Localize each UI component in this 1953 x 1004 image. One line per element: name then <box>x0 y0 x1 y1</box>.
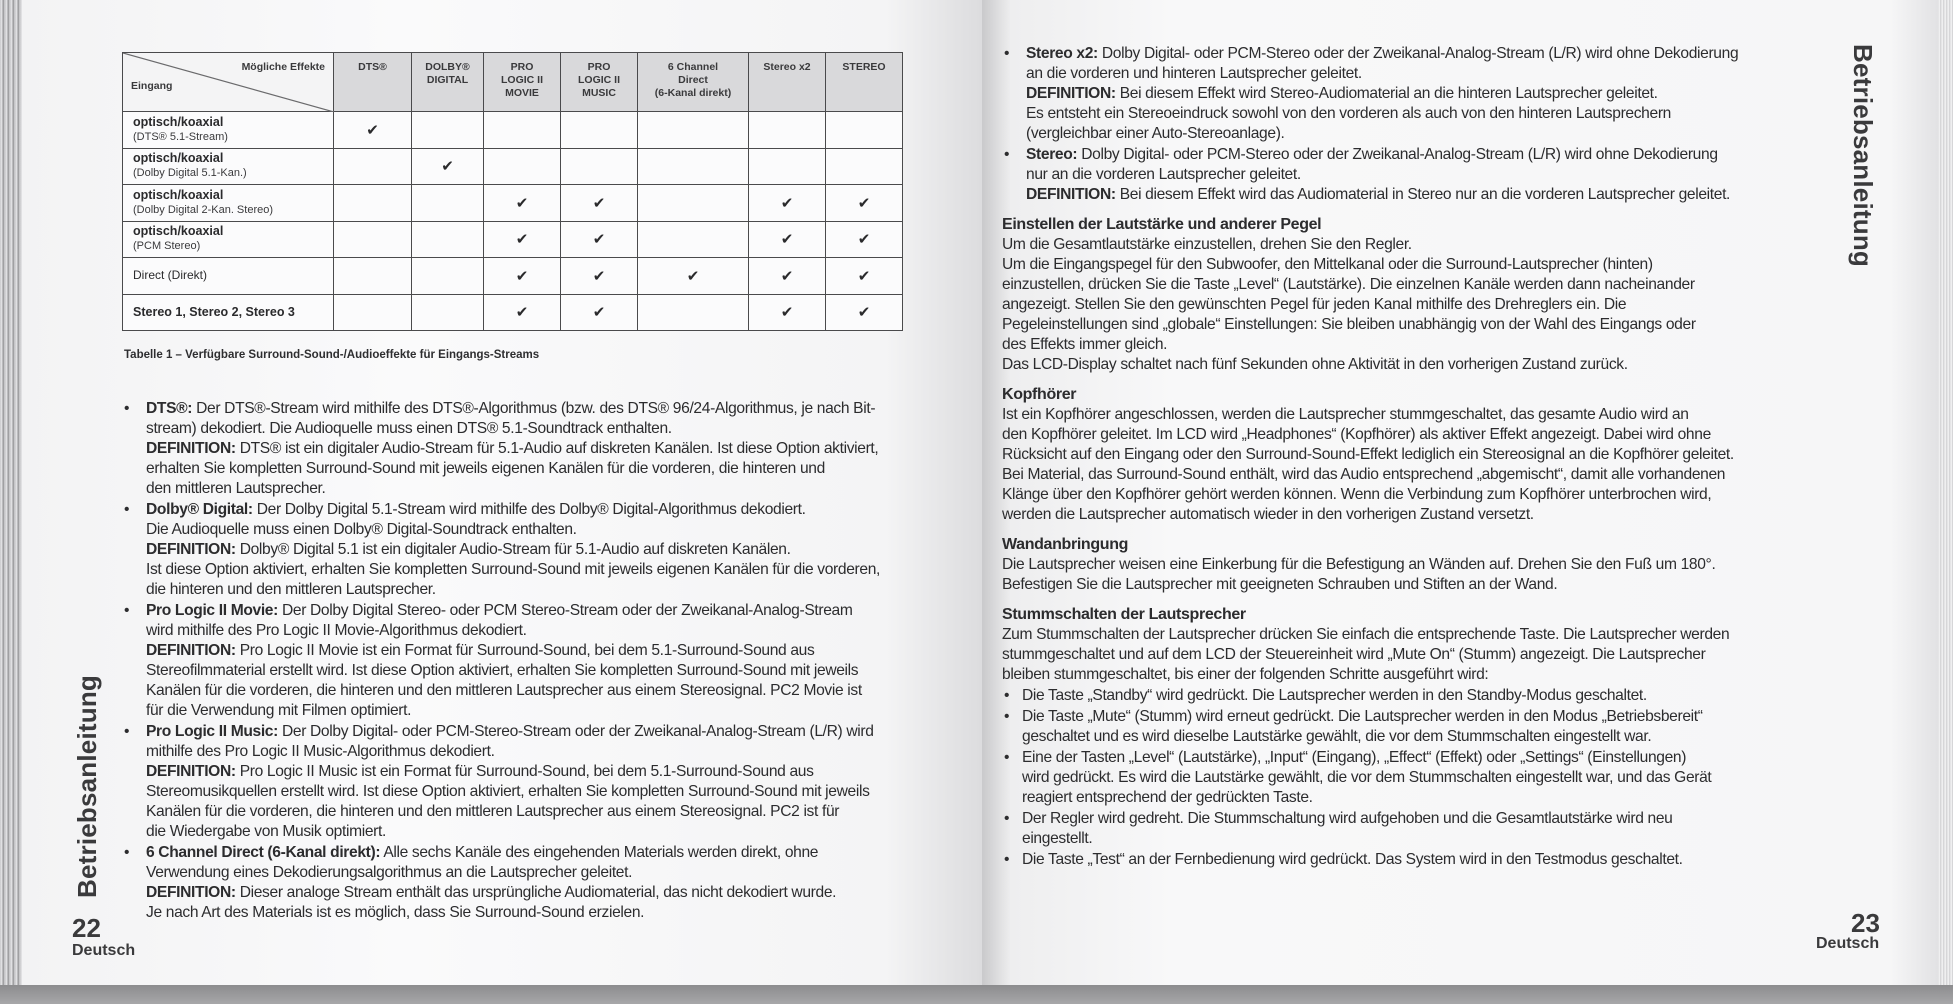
empty-cell <box>826 112 903 149</box>
empty-cell <box>334 221 412 258</box>
column-header-line: (6-Kanal direkt) <box>654 87 732 99</box>
check-icon: ✔ <box>826 185 903 222</box>
check-icon: ✔ <box>749 185 826 222</box>
effect-description <box>122 722 972 842</box>
text-line: Klänge über den Kopfhörer gehört werden können. Wenn die Verbindung zum Kopfhörer unterbrochen wird, <box>1002 486 1712 503</box>
empty-cell <box>638 221 749 258</box>
text-line: Es entsteht ein Stereoeindruck sowohl von den vorderen als auch von den hinteren Lautsprechern <box>1026 105 1671 122</box>
check-icon: ✔ <box>561 294 638 331</box>
check-icon: ✔ <box>484 294 561 331</box>
input-stream: (Dolby Digital 2-Kan. Stereo) <box>133 203 274 216</box>
text-line: des Effekts immer gleich. <box>1002 336 1168 353</box>
section-body <box>1002 625 1822 685</box>
empty-cell <box>749 112 826 149</box>
list-item <box>1002 850 1822 870</box>
text-line: • Pro Logic II Music: Der Dolby Digital- oder PCM-Stereo-Stream oder der Zweikanal-Analog-Stream (L/R) wird <box>146 723 874 740</box>
column-header <box>412 53 484 112</box>
section-heading: Wandanbringung <box>1002 536 1129 553</box>
table-row <box>123 294 903 331</box>
check-icon: ✔ <box>484 221 561 258</box>
text-line: den Kopfhörer geleitet. Im LCD wird „Headphones“ (Kopfhörer) als aktiver Effekt angezeigt. Dabei wird ohne <box>1002 426 1711 443</box>
empty-cell <box>412 112 484 149</box>
text-line: Kanälen für die vorderen, die hinteren und den mittleren Lautsprecher aus einem Stereosignal. PC2 ist für <box>146 803 840 820</box>
text-line: Je nach Art des Materials ist es möglich, dass Sie Surround-Sound erzielen. <box>146 904 645 921</box>
text-line: eingestellt. <box>1022 830 1093 847</box>
table-row <box>123 112 903 149</box>
empty-cell <box>334 258 412 295</box>
text-line: DEFINITION: Pro Logic II Movie ist ein Format für Surround-Sound, bei dem 5.1-Surround-Sound aus <box>146 642 815 659</box>
column-header-line: Stereo x2 <box>763 61 811 73</box>
table-caption: Tabelle 1 – Verfügbare Surround-Sound-/Audioeffekte für Eingangs-Streams <box>124 349 540 361</box>
effect-description <box>122 500 972 600</box>
column-header-line: STEREO <box>842 61 886 73</box>
input-cell <box>123 258 334 295</box>
input-stream: (DTS® 5.1-Stream) <box>133 130 228 143</box>
text-line: mithilfe des Pro Logic II Music-Algorithmus dekodiert. <box>146 743 495 760</box>
text-line: Pegeleinstellungen sind „globale“ Einstellungen: Sie bleiben unabhängig von der Wahl des Eingangs oder <box>1002 316 1696 333</box>
text-line: DEFINITION: Dieser analoge Stream enthält das ursprüngliche Audiomaterial, das nicht dekodiert wurde. <box>146 884 837 901</box>
column-header <box>749 53 826 112</box>
effect-description <box>122 843 972 923</box>
empty-cell <box>484 148 561 185</box>
section-volume <box>1002 215 1822 375</box>
section-body <box>1002 555 1822 595</box>
empty-cell <box>561 112 638 149</box>
input-stream: (Dolby Digital 5.1-Kan.) <box>133 167 247 180</box>
text-line: wird mithilfe des Pro Logic II Movie-Algorithmus dekodiert. <box>146 622 527 639</box>
section-body <box>1002 405 1822 525</box>
text-line: • Die Taste „Test“ an der Fernbedienung wird gedrückt. Das System wird in den Testmodus geschaltet. <box>1022 851 1683 868</box>
text-line: reagiert entsprechend der gedrückten Taste. <box>1022 789 1313 806</box>
input-name: optisch/koaxial <box>133 151 224 166</box>
text-line: Bei Material, das Surround-Sound enthält, wird das Audio entsprechend „abgemischt“, damit alle vorhandenen <box>1002 466 1726 483</box>
empty-cell <box>826 148 903 185</box>
section-heading: Einstellen der Lautstärke und anderer Pegel <box>1002 216 1322 233</box>
text-line: geschaltet und es wird dieselbe Lautstärke gewählt, die vor dem Stummschalten eingestellt war. <box>1022 728 1652 745</box>
text-line: DEFINITION: DTS® ist ein digitaler Audio-Stream für 5.1-Audio auf diskreten Kanälen. Ist diese Option aktiviert, <box>146 440 879 457</box>
text-line: Stereomusikquellen erstellt wird. Ist diese Option aktiviert, erhalten Sie kompletten Surround-Sound mit jeweils <box>146 783 870 800</box>
check-icon: ✔ <box>334 112 412 149</box>
text-line: Zum Stummschalten der Lautsprecher drücken Sie einfach die entsprechende Taste. Die Lautsprecher werden <box>1002 626 1730 643</box>
empty-cell <box>334 185 412 222</box>
input-name: optisch/koaxial <box>133 114 224 129</box>
mute-conditions-list <box>1002 686 1822 870</box>
column-header-line: DIGITAL <box>426 74 469 86</box>
column-header-line: PRO <box>587 61 611 73</box>
text-line: DEFINITION: Dolby® Digital 5.1 ist ein digitaler Audio-Stream für 5.1-Audio auf diskreten Kanälen. <box>146 541 791 558</box>
text-line: • Stereo x2: Dolby Digital- oder PCM-Stereo oder der Zweikanal-Analog-Stream (L/R) wird ohne Dekodierung <box>1026 45 1739 62</box>
empty-cell <box>412 294 484 331</box>
input-cell <box>123 221 334 258</box>
column-header-line: LOGIC II <box>501 74 543 86</box>
text-line: • Eine der Tasten „Level“ (Lautstärke), „Input“ (Eingang), „Effect“ (Effekt) oder „Settings“ (Einstellungen) <box>1022 749 1687 766</box>
check-icon: ✔ <box>826 221 903 258</box>
table-row <box>123 148 903 185</box>
side-title-left: Betriebsanleitung <box>72 675 102 898</box>
column-header-line: 6 Channel <box>667 61 719 73</box>
input-stream: (PCM Stereo) <box>133 240 201 253</box>
text-line: die hinteren und den mittleren Lautsprecher. <box>146 581 436 598</box>
text-line: den mittleren Lautsprecher. <box>146 480 326 497</box>
text-line: • Die Taste „Mute“ (Stumm) wird erneut gedrückt. Die Lautsprecher werden in den Modus „Betriebsbereit“ <box>1022 708 1703 725</box>
text-line: stream) dekodiert. Die Audioquelle muss einen DTS® 5.1-Soundtrack enthalten. <box>146 420 672 437</box>
text-line: werden die Lautsprecher automatisch wieder in den vorherigen Zustand versetzt. <box>1002 506 1534 523</box>
text-line: Die Audioquelle muss einen Dolby® Digital-Soundtrack enthalten. <box>146 521 577 538</box>
empty-cell <box>334 148 412 185</box>
input-cell <box>123 112 334 149</box>
effect-title: Pro Logic II Movie: <box>146 602 278 619</box>
check-icon: ✔ <box>749 221 826 258</box>
table-header-row <box>123 53 903 112</box>
text-line: Befestigen Sie die Lautsprecher mit geeigneten Schrauben und Stiften an der Wand. <box>1002 576 1558 593</box>
text-line: nur an die vorderen Lautsprecher geleitet. <box>1026 166 1301 183</box>
check-icon: ✔ <box>561 258 638 295</box>
effects-table <box>122 52 903 331</box>
input-name: Direct (Direkt) <box>133 268 207 283</box>
text-line: DEFINITION: Pro Logic II Music ist ein Format für Surround-Sound, bei dem 5.1-Surround-Sound aus <box>146 763 814 780</box>
table-body <box>123 112 903 331</box>
effect-description <box>1002 44 1822 144</box>
text-line: Die Lautsprecher weisen eine Einkerbung für die Befestigung an Wänden auf. Drehen Sie den Fuß um 180°. <box>1002 556 1716 573</box>
input-cell <box>123 148 334 185</box>
column-header <box>638 53 749 112</box>
section-heading: Stummschalten der Lautsprecher <box>1002 606 1246 623</box>
section-heading: Kopfhörer <box>1002 386 1077 403</box>
text-line: Das LCD-Display schaltet nach fünf Sekunden ohne Aktivität in den vorherigen Zustand zurück. <box>1002 356 1628 373</box>
side-title-right: Betriebsanleitung <box>1848 44 1878 267</box>
text-line: • Stereo: Dolby Digital- oder PCM-Stereo oder der Zweikanal-Analog-Stream (L/R) wird ohne Dekodierung <box>1026 146 1718 163</box>
text-line: Kanälen für die vorderen, die hinteren und den mittleren Lautsprecher aus einem Stereosignal. PC2 Movie ist <box>146 682 862 699</box>
text-line: erhalten Sie kompletten Surround-Sound mit jeweils eigenen Kanälen für die vorderen, die hinteren und <box>146 460 825 477</box>
empty-cell <box>412 258 484 295</box>
empty-cell <box>561 148 638 185</box>
column-header <box>484 53 561 112</box>
empty-cell <box>749 148 826 185</box>
text-line: Stereofilmmaterial erstellt wird. Ist diese Option aktiviert, erhalten Sie kompletten Surround-Sound mit jeweils <box>146 662 859 679</box>
text-line: angezeigt. Stellen Sie den gewünschten Pegel für jeden Kanal mithilfe des Drehreglers ein. Die <box>1002 296 1627 313</box>
table-row <box>123 185 903 222</box>
right-page-content <box>1002 44 1822 871</box>
column-header-line: DTS® <box>358 61 387 73</box>
text-line: wird gedrückt. Es wird die Lautstärke gewählt, die vor dem Stummschalten eingestellt war, und das Gerät <box>1022 769 1712 786</box>
column-header-line: LOGIC II <box>578 74 620 86</box>
effect-title: Stereo: <box>1026 146 1078 163</box>
effect-title: DTS®: <box>146 400 193 417</box>
column-header <box>561 53 638 112</box>
page-edges-left <box>0 0 24 985</box>
input-name: optisch/koaxial <box>133 224 224 239</box>
empty-cell <box>638 185 749 222</box>
effect-description <box>122 601 972 721</box>
definition-label: DEFINITION: <box>146 642 236 659</box>
check-icon: ✔ <box>826 294 903 331</box>
effects-description-list <box>122 399 972 924</box>
check-icon: ✔ <box>561 185 638 222</box>
table-corner-header <box>123 53 334 112</box>
check-icon: ✔ <box>826 258 903 295</box>
text-line: • DTS®: Der DTS®-Stream wird mithilfe des DTS®-Algorithmus (bzw. des DTS® 96/24-Algorithmus, je nach Bit- <box>146 400 876 417</box>
list-item <box>1002 686 1822 706</box>
section-mute <box>1002 605 1822 870</box>
effect-description <box>1002 145 1822 205</box>
check-icon: ✔ <box>561 221 638 258</box>
effect-title: Dolby® Digital: <box>146 501 253 518</box>
column-header <box>334 53 412 112</box>
scan-shadow <box>0 985 1953 1004</box>
page-edges-right <box>1938 0 1953 985</box>
check-icon: ✔ <box>484 258 561 295</box>
section-body <box>1002 235 1822 375</box>
definition-label: DEFINITION: <box>146 541 236 558</box>
text-line: Um die Eingangspegel für den Subwoofer, den Mittelkanal oder die Surround-Lautsprecher (hinten) <box>1002 256 1653 273</box>
check-icon: ✔ <box>749 294 826 331</box>
text-line: DEFINITION: Bei diesem Effekt wird Stereo-Audiomaterial an die hinteren Lautsprecher geleitet. <box>1026 85 1658 102</box>
list-item <box>1002 707 1822 747</box>
corner-effects-label: Mögliche Effekte <box>241 61 325 73</box>
text-line: • Die Taste „Standby“ wird gedrückt. Die Lautsprecher werden in den Standby-Modus geschaltet. <box>1022 687 1647 704</box>
text-line: Ist ein Kopfhörer angeschlossen, werden die Lautsprecher stummgeschaltet, das gesamte Audio wird an <box>1002 406 1689 423</box>
column-header-line: PRO <box>510 61 534 73</box>
check-icon: ✔ <box>484 185 561 222</box>
text-line: DEFINITION: Bei diesem Effekt wird das Audiomaterial in Stereo nur an die vorderen Lautsprecher geleitet. <box>1026 186 1731 203</box>
text-line: einzustellen, drücken Sie die Taste „Level“ (Lautstärke). Die einzelnen Kanäle werden dann nacheinander <box>1002 276 1695 293</box>
definition-label: DEFINITION: <box>1026 85 1116 102</box>
empty-cell <box>334 294 412 331</box>
text-line: stummgeschaltet und auf dem LCD der Steuereinheit wird „Mute On“ (Stumm) angezeigt. Die Lautsprecher <box>1002 646 1706 663</box>
definition-label: DEFINITION: <box>146 884 236 901</box>
effect-title: Stereo x2: <box>1026 45 1098 62</box>
language-label-left: Deutsch <box>72 942 136 959</box>
input-cell <box>123 185 334 222</box>
text-line: • 6 Channel Direct (6-Kanal direkt): Alle sechs Kanäle des eingehenden Materials werden direkt, ohne <box>146 844 819 861</box>
section-headphones <box>1002 385 1822 525</box>
input-cell <box>123 294 334 331</box>
empty-cell <box>412 221 484 258</box>
column-header-line: Direct <box>678 74 708 86</box>
check-icon: ✔ <box>412 148 484 185</box>
stereo-effects-list <box>1002 44 1822 205</box>
empty-cell <box>412 185 484 222</box>
effect-description <box>122 399 972 499</box>
input-name: optisch/koaxial <box>133 187 224 202</box>
text-line: Um die Gesamtlautstärke einzustellen, drehen Sie den Regler. <box>1002 236 1412 253</box>
list-item <box>1002 809 1822 849</box>
check-icon: ✔ <box>638 258 749 295</box>
check-icon: ✔ <box>749 258 826 295</box>
empty-cell <box>638 148 749 185</box>
column-header-line: MUSIC <box>582 87 616 99</box>
column-header-line: DOLBY® <box>425 61 470 73</box>
table-row <box>123 258 903 295</box>
input-name: Stereo 1, Stereo 2, Stereo 3 <box>133 304 295 319</box>
text-line: • Dolby® Digital: Der Dolby Digital 5.1-Stream wird mithilfe des Dolby® Digital-Algorithmus dekodiert. <box>146 501 806 518</box>
language-label-right: Deutsch <box>1816 935 1880 952</box>
text-line: die Wiedergabe von Musik optimiert. <box>146 823 386 840</box>
column-header <box>826 53 903 112</box>
page-number-left: 22 <box>72 913 101 943</box>
list-item <box>1002 748 1822 808</box>
text-line: an die vorderen und hinteren Lautsprecher geleitet. <box>1026 65 1362 82</box>
text-line: bleiben stummgeschaltet, bis einer der folgenden Schritte ausgeführt wird: <box>1002 666 1489 683</box>
text-line: für die Verwendung mit Filmen optimiert. <box>146 702 412 719</box>
page-number-right: 23 <box>1851 908 1880 938</box>
column-header-line: MOVIE <box>505 87 539 99</box>
effect-title: 6 Channel Direct (6-Kanal direkt): <box>146 844 381 861</box>
definition-label: DEFINITION: <box>146 763 236 780</box>
text-line: Ist diese Option aktiviert, erhalten Sie kompletten Surround-Sound mit jeweils eigenen Kanälen für die vorderen, <box>146 561 880 578</box>
corner-input-label: Eingang <box>131 80 173 92</box>
empty-cell <box>484 112 561 149</box>
table-row <box>123 221 903 258</box>
definition-label: DEFINITION: <box>1026 186 1116 203</box>
text-line: • Pro Logic II Movie: Der Dolby Digital Stereo- oder PCM Stereo-Stream oder der Zweikanal-Analog-Stream <box>146 602 853 619</box>
empty-cell <box>638 294 749 331</box>
text-line: Verwendung eines Dekodierungsalgorithmus an die Lautsprecher geleitet. <box>146 864 633 881</box>
section-wall-mounting <box>1002 535 1822 595</box>
empty-cell <box>638 112 749 149</box>
text-line: • Der Regler wird gedreht. Die Stummschaltung wird aufgehoben und die Gesamtlautstärke wird neu <box>1022 810 1673 827</box>
effect-title: Pro Logic II Music: <box>146 723 278 740</box>
text-line: Rücksicht auf den Eingang oder den Surround-Sound-Effekt lediglich ein Stereosignal an die Kopfhörer geleitet. <box>1002 446 1734 463</box>
text-line: (vergleichbar einer Auto-Stereoanlage). <box>1026 125 1285 142</box>
definition-label: DEFINITION: <box>146 440 236 457</box>
